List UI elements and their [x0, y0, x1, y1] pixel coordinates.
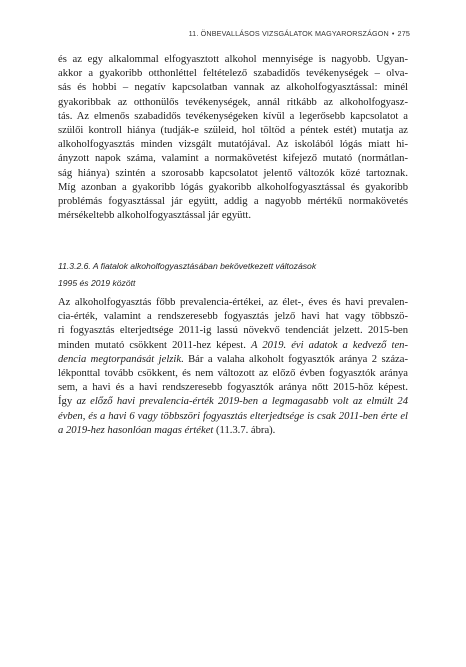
text-run: , — [82, 410, 89, 422]
text-line: ányzott napok száma, valamint a normakövetést kifejező mutató (normátlan- — [58, 153, 408, 165]
italic-run: évben — [58, 410, 83, 422]
text-line: alkoholfogyasztás minden vizsgált mutatójával. Az iskolából lógás miatt hi- — [58, 139, 408, 151]
text-line — [58, 339, 408, 353]
running-title: 11. ÖNBEVALLÁSOS VIZSGÁLATOK MAGYARORSZÁGON — [188, 29, 389, 38]
italic-run: az előző havi prevalencia-érték 2019-ben a legmagasabb volt az elmúlt 24 — [76, 396, 408, 408]
running-header — [189, 29, 410, 38]
paragraph-trends — [58, 296, 408, 438]
text-line: sás és hobbi – negatív kapcsolatban vannak az alkoholfogyasztással: minél — [58, 82, 408, 94]
text-line: Az alkoholfogyasztás főbb prevalencia-értékei, az élet-, éves és havi prevalen- — [58, 297, 408, 308]
text-run: (11.3.7. ábra). — [213, 424, 276, 436]
text-line: Míg azonban a gyakoribb lógás gyakoribb alkoholfogyasztással és gyakoribb — [58, 181, 408, 193]
text-run: minden mutató csökkent 2011-hez képest. — [58, 339, 251, 351]
text-line: ság hiánya) szintén a szorosabb kapcsolatot jelentő változók közé tartoznak. — [58, 167, 408, 179]
text-line: akkor a gyakoribb otthonléttel feltételező szabadidős tevékenységek – olva- — [58, 68, 408, 80]
text-line: gyakoribbak az otthonülős tevékenységek, annál ritkább az alkoholfogyasz- — [58, 96, 408, 108]
text-line — [58, 410, 408, 424]
text-run: . Bár a valaha alkoholt fogyasztók aránya 2 száza- — [181, 353, 408, 365]
header-separator: • — [391, 29, 395, 38]
section-heading-line: 11.3.2.6. A fiatalok alkoholfogyasztásában bekövetkezett változások — [58, 261, 317, 271]
text-line — [58, 395, 408, 409]
text-line: szülői kontroll hiánya (tudják-e szüleid, hol töltöd a péntek estét) mutatja az — [58, 125, 408, 137]
text-line: ri fogyasztás elterjedtsége 2011-ig lassú növekvő tendenciát jelzett. 2015-ben — [58, 325, 408, 337]
text-line: cia-érték, valamint a rendszeresebb fogyasztás jelző havi hat vagy többszö- — [58, 311, 408, 323]
paragraph-continuation — [58, 53, 408, 223]
italic-run: dencia megtorpanását jelzik — [58, 353, 182, 365]
text-line: és az egy alkalommal elfogyasztott alkohol mennyisége is nagyobb. Ugyan- — [58, 54, 408, 65]
text-line: tás. Az elmenős szabadidős tevékenységeken kívül a legerősebb kapcsolatot a — [58, 110, 408, 122]
italic-run: és a havi 6 vagy többszöri fogyasztás elterjedtsége is csak 2011-ben érte el — [88, 410, 409, 422]
text-line: lékponttal tovább csökkent, és nem változott az előző évben fogyasztók aránya — [58, 368, 408, 380]
text-line: problémás fogyasztással jár együtt, addig a nagyobb mértékű normakövetés — [58, 196, 408, 208]
italic-run: a 2019-hez hasonlóan magas értéket — [58, 424, 214, 436]
section-heading — [58, 258, 408, 292]
text-run: Így — [58, 396, 77, 408]
text-line: sem, a havi és a havi rendszeresebb fogyasztók aránya nőtt 2015-höz képest. — [58, 382, 408, 394]
page-number: 275 — [397, 29, 410, 38]
text-line: mérsékeltebb alkoholfogyasztással jár együtt. — [58, 210, 251, 222]
text-line — [58, 424, 408, 438]
italic-run: A 2019. évi adatok a kedvező ten- — [250, 339, 408, 351]
text-line — [58, 353, 408, 367]
section-heading-line: 1995 és 2019 között — [58, 278, 136, 289]
